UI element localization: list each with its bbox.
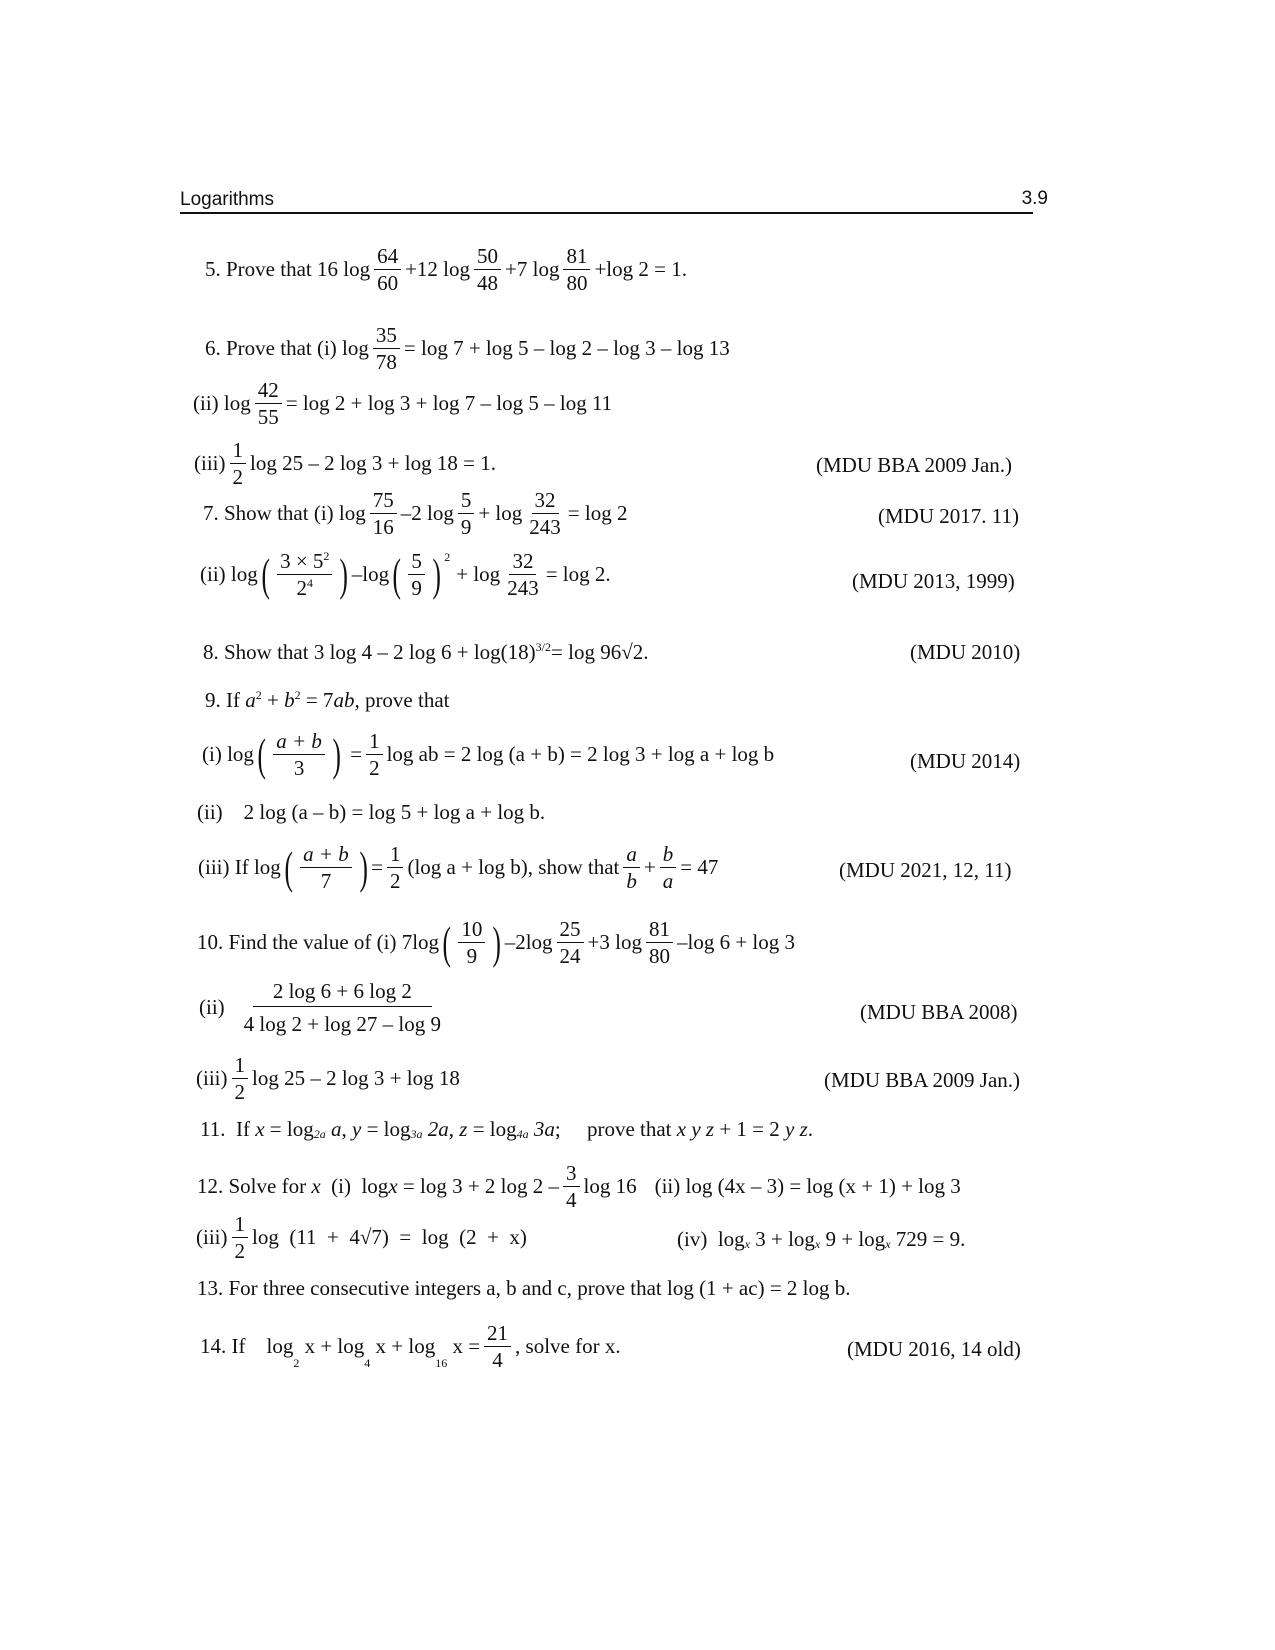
right-paren: )	[432, 548, 441, 600]
problem-7-ii	[200, 550, 611, 599]
problem-text: 10. Find the value of (i) 7log	[197, 930, 440, 955]
fraction	[660, 843, 677, 892]
denominator: 48	[477, 271, 499, 296]
problem-text: 3 + log	[749, 1227, 815, 1251]
fraction	[230, 439, 247, 488]
problem-text: = log	[361, 1117, 411, 1141]
denominator: 7	[320, 869, 332, 894]
denominator: 55	[257, 405, 279, 430]
numerator: a + b	[273, 730, 325, 755]
source-citation: (MDU 2021, 12, 11)	[839, 858, 1012, 882]
numerator: 75	[370, 489, 397, 514]
denominator: 80	[648, 944, 670, 969]
variable: y	[351, 1117, 362, 1141]
problem-text: ,	[448, 1117, 460, 1141]
problem-text: –2log	[504, 930, 553, 955]
fraction	[373, 324, 400, 373]
problem-11	[200, 1117, 813, 1142]
fraction	[408, 550, 425, 599]
problem-8	[203, 640, 648, 665]
fraction	[374, 245, 401, 294]
variable: x y z	[676, 1117, 715, 1141]
problem-text: (ii) 2 log (a – b) = log 5 + log a + log b.	[197, 800, 546, 824]
problem-text: .	[807, 1117, 814, 1141]
problem-text: –log	[351, 562, 390, 587]
left-paren: (	[284, 841, 293, 893]
problem-text: log 25 – 2 log 3 + log 18	[252, 1066, 460, 1091]
problem-text: = log	[467, 1117, 517, 1141]
exponent: 2	[294, 688, 301, 702]
problem-text: (ii) log (4x – 3) = log (x + 1) + log 3	[654, 1174, 961, 1199]
fraction	[232, 1054, 249, 1103]
problem-text: (i) log	[202, 742, 254, 767]
problem-text: (iii)	[196, 1225, 228, 1250]
numerator: 1	[232, 1213, 249, 1238]
problem-text: 9. If	[205, 688, 246, 712]
left-paren: (	[392, 548, 401, 600]
log-base: x	[885, 1237, 891, 1251]
denominator: 4	[566, 1188, 577, 1213]
variable: z	[459, 1117, 468, 1141]
problem-text: (ii) log	[193, 391, 251, 416]
parenthesized-fraction	[439, 918, 505, 967]
fraction	[241, 980, 444, 1035]
denominator: 9	[466, 944, 478, 969]
problem-6-i	[205, 324, 730, 373]
denominator: 60	[377, 271, 399, 296]
problem-10-ii	[199, 980, 448, 1035]
denominator: a	[662, 869, 674, 894]
parenthesized-fraction	[258, 550, 352, 599]
problem-text: (ii) log	[200, 562, 258, 587]
source-citation: (MDU BBA 2008)	[860, 1000, 1018, 1024]
problem-text: 9 + log	[820, 1227, 886, 1251]
problem-text: 7. Show that (i) log	[203, 501, 366, 526]
numerator: 35	[373, 324, 400, 349]
exponent: 4	[307, 576, 313, 591]
problem-text: log 25 – 2 log 3 + log 18 = 1.	[250, 451, 496, 476]
problem-text: (i) log	[320, 1174, 389, 1199]
source-citation: (MDU 2016, 14 old)	[847, 1337, 1021, 1361]
numerator: b	[660, 843, 677, 868]
left-paren: (	[261, 548, 270, 600]
numerator: 32	[509, 550, 536, 575]
problem-text: 8. Show that 3 log 4 – 2 log 6 + log(18)	[203, 640, 536, 664]
problem-text: (iii) If log	[198, 855, 281, 880]
numerator	[277, 550, 332, 575]
denominator: 2	[234, 1080, 245, 1105]
numerator: 81	[563, 245, 590, 270]
denominator: 2	[369, 756, 380, 781]
numerator: a + b	[300, 843, 352, 868]
fraction	[563, 245, 590, 294]
source-citation: (MDU BBA 2009 Jan.)	[816, 453, 1013, 477]
problem-text: , prove that	[354, 688, 450, 712]
numerator: 81	[646, 918, 673, 943]
problem-text: +	[261, 688, 285, 712]
variable: a	[245, 688, 256, 712]
page-number: 3.9	[1021, 188, 1048, 209]
problem-text: (iii)	[196, 1066, 228, 1091]
left-paren: (	[442, 916, 451, 968]
denominator: 80	[566, 271, 588, 296]
log-base: x	[744, 1237, 750, 1251]
log-base: 4	[364, 1356, 371, 1371]
log-base: 2	[293, 1356, 300, 1371]
problem-text: = log 3 + 2 log 2 –	[397, 1174, 559, 1199]
numerator: 1	[387, 843, 404, 868]
denominator: 243	[507, 576, 539, 601]
problem-text: (iii)	[194, 451, 226, 476]
problem-text: (iv) log	[677, 1227, 745, 1251]
fraction	[387, 843, 404, 892]
problem-text: x + log	[370, 1334, 436, 1359]
problem-12-i	[197, 1162, 961, 1211]
problem-text: +3 log	[587, 930, 642, 955]
fraction	[273, 730, 325, 779]
source-citation: (MDU 2014)	[910, 749, 1021, 773]
exponent: 2	[323, 549, 330, 563]
problem-text: + 1 = 2	[714, 1117, 786, 1141]
numerator: a	[623, 843, 640, 868]
problem-text: 11. If	[200, 1117, 256, 1141]
exponent: 3/2	[535, 640, 552, 654]
problem-text: , solve for x.	[515, 1334, 621, 1359]
numerator: 1	[230, 439, 247, 464]
problem-text: = 7	[300, 688, 334, 712]
problem-text: 12. Solve for	[197, 1174, 312, 1199]
problem-text: + log	[478, 501, 523, 526]
problem-text: =	[350, 742, 363, 767]
numerator: 3	[563, 1162, 580, 1187]
denominator: 4	[492, 1348, 503, 1373]
problem-text: x =	[447, 1334, 481, 1359]
fraction	[646, 918, 673, 967]
problem-text: log ab = 2 log (a + b) = 2 log 3 + log a + log b	[386, 742, 775, 767]
numerator: 10	[458, 918, 485, 943]
problem-text: 14. If log	[200, 1334, 294, 1359]
denominator: 2	[389, 869, 401, 894]
problem-10-i	[197, 918, 795, 967]
right-paren: )	[332, 728, 341, 780]
problem-text: 5. Prove that 16 log	[205, 257, 371, 282]
numerator: 5	[408, 550, 425, 575]
denominator: 78	[375, 350, 397, 375]
right-paren: )	[359, 841, 368, 893]
log-base: 16	[435, 1356, 448, 1371]
problem-text: log 16	[583, 1174, 637, 1199]
problem-text: = log 2	[567, 501, 628, 526]
fraction	[484, 1322, 511, 1371]
source-citation: (MDU 2017. 11)	[878, 504, 1019, 528]
log-base: x	[814, 1237, 821, 1251]
problem-text: (log a + log b), show that	[407, 855, 620, 880]
variable: x	[255, 1117, 265, 1141]
right-paren: )	[492, 916, 502, 968]
denominator	[294, 575, 317, 599]
numerator: 2 log 6 + 6 log 2	[253, 980, 432, 1007]
numerator: 1	[232, 1054, 249, 1079]
numerator: 1	[366, 730, 383, 755]
problem-text: –2 log	[400, 501, 454, 526]
fraction	[458, 918, 485, 967]
denominator: 2	[232, 465, 243, 490]
problem-6-ii	[193, 379, 612, 428]
problem-9-intro	[205, 688, 450, 713]
source-citation: (MDU 2013, 1999)	[852, 569, 1015, 593]
fraction	[623, 843, 640, 892]
problem-text: x + log	[299, 1334, 365, 1359]
parenthesized-fraction	[281, 843, 371, 892]
problem-10-iii	[196, 1054, 460, 1103]
left-paren: (	[257, 728, 266, 780]
denominator: 243	[529, 515, 561, 540]
problem-text: +	[643, 855, 656, 880]
denominator: 24	[559, 944, 581, 969]
denominator: b	[626, 869, 637, 894]
denominator: 2	[234, 1239, 245, 1264]
fraction	[255, 379, 282, 428]
problem-text: 6. Prove that (i) log	[205, 336, 369, 361]
denominator-text: 2	[296, 576, 307, 601]
problem-text: = log 7 + log 5 – log 2 – log 3 – log 13	[403, 336, 730, 361]
problem-7-i	[203, 489, 627, 538]
log-base: 2a	[313, 1127, 326, 1141]
right-paren: )	[339, 548, 349, 600]
denominator: 9	[411, 576, 422, 601]
numerator: 5	[458, 489, 475, 514]
variable: 3a	[528, 1117, 555, 1141]
fraction	[277, 550, 332, 599]
variable: x	[311, 1174, 321, 1199]
numerator: 64	[374, 245, 401, 270]
header-rule	[180, 212, 1033, 214]
fraction	[557, 918, 584, 967]
problem-13	[197, 1276, 851, 1301]
problem-text: + log	[456, 562, 501, 587]
problem-14	[200, 1322, 621, 1371]
exponent: 2	[444, 550, 451, 564]
source-citation: (MDU BBA 2009 Jan.)	[824, 1068, 1021, 1092]
variable: x	[388, 1174, 398, 1199]
exponent: 2	[255, 688, 262, 702]
problem-text: log (11 + 4√7) = log (2 + x)	[252, 1225, 527, 1250]
denominator: 3	[293, 756, 305, 781]
numerator: 21	[484, 1322, 511, 1347]
fraction	[526, 489, 564, 538]
log-base: 3a	[410, 1127, 423, 1141]
numerator-text: 3 × 5	[280, 549, 324, 573]
denominator: 16	[372, 515, 394, 540]
problem-text: (ii)	[199, 995, 225, 1020]
fraction	[474, 245, 501, 294]
problem-text: ,	[341, 1117, 352, 1141]
denominator: 4 log 2 + log 27 – log 9	[243, 1012, 442, 1037]
problem-text: = 47	[680, 855, 719, 880]
fraction	[504, 550, 542, 599]
problem-text: = log	[264, 1117, 314, 1141]
problem-6-iii	[194, 439, 496, 488]
numerator: 50	[474, 245, 501, 270]
log-base: 4a	[516, 1127, 529, 1141]
problem-text: 13. For three consecutive integers a, b and c, prove that log (1 + ac) = 2 log b.	[197, 1276, 851, 1300]
problem-text: 729 = 9.	[890, 1227, 966, 1251]
problem-9-iii	[198, 843, 718, 892]
variable: y z	[785, 1117, 808, 1141]
problem-text: = log 2.	[545, 562, 611, 587]
source-citation: (MDU 2010)	[910, 640, 1021, 664]
numerator: 32	[532, 489, 559, 514]
variable: b	[284, 688, 295, 712]
problem-text: –log 6 + log 3	[676, 930, 795, 955]
variable: 2a	[422, 1117, 449, 1141]
problem-text: +log 2 = 1.	[594, 257, 687, 282]
problem-12-iv	[677, 1227, 965, 1252]
problem-text: = log 96√2.	[551, 640, 649, 664]
problem-9-i	[202, 730, 774, 779]
problem-5	[205, 245, 687, 294]
fraction	[563, 1162, 580, 1211]
problem-12-iii	[196, 1213, 527, 1262]
variable: ab	[333, 688, 355, 712]
fraction	[370, 489, 397, 538]
parenthesized-fraction	[254, 730, 344, 779]
parenthesized-fraction	[389, 550, 450, 599]
problem-text: +7 log	[505, 257, 560, 282]
problem-text: +12 log	[405, 257, 471, 282]
numerator: 42	[255, 379, 282, 404]
fraction	[300, 843, 352, 892]
numerator: 25	[557, 918, 584, 943]
fraction	[458, 489, 475, 538]
denominator: 9	[460, 515, 472, 540]
problem-9-ii	[197, 800, 545, 825]
problem-text: = log 2 + log 3 + log 7 – log 5 – log 11	[285, 391, 613, 416]
fraction	[366, 730, 383, 779]
fraction	[232, 1213, 249, 1262]
running-header-title: Logarithms	[180, 189, 274, 210]
variable: a	[325, 1117, 342, 1141]
problem-text: ; prove that	[554, 1117, 677, 1141]
problem-text: =	[371, 855, 383, 880]
